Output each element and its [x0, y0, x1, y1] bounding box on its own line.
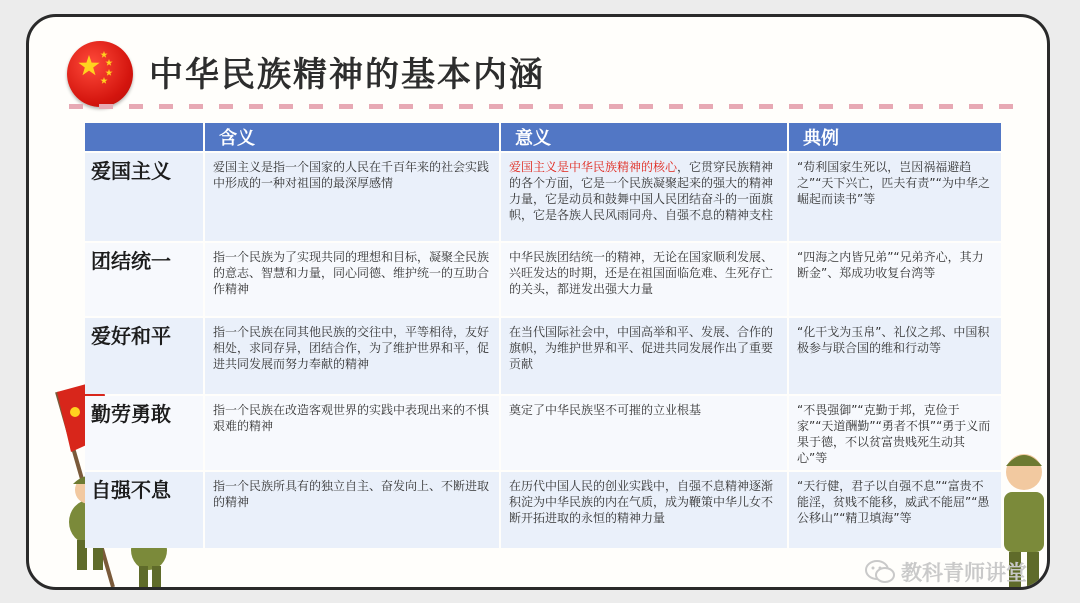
- row-example: “苟利国家生死以，岂因祸福避趋之”“天下兴亡，匹夫有责”“为中华之崛起而读书”等: [789, 153, 1001, 241]
- table-row: [85, 396, 1001, 470]
- row-term: 爱国主义: [85, 153, 203, 241]
- row-meaning: 指一个民族在改造客观世界的实践中表现出来的不惧艰难的精神: [205, 396, 499, 470]
- header-example: 典例: [789, 123, 1001, 151]
- row-meaning: 指一个民族在同其他民族的交往中，平等相待，友好相处，求同存异，团结合作，为了维护世界和平，促进共同发展而努力奉献的精神: [205, 318, 499, 394]
- row-example: “化干戈为玉帛”、礼仪之邦、中国积极参与联合国的维和行动等: [789, 318, 1001, 394]
- row-significance: 奠定了中华民族坚不可摧的立业根基: [501, 396, 787, 470]
- row-example: “不畏强御”“克勤于邦，克俭于家”“天道酬勤”“勇者不惧”“勇于义而果于德，不以贫富贵贱死生动其心”等: [789, 396, 1001, 470]
- row-significance: 中华民族团结统一的精神，无论在国家顺利发展、兴旺发达的时期，还是在祖国面临危难、生死存亡的关头，都迸发出强大力量: [501, 243, 787, 316]
- table-row: [85, 243, 1001, 316]
- table-row: [85, 472, 1001, 548]
- watermark: [865, 557, 1027, 587]
- header-significance: 意义: [501, 123, 787, 151]
- row-meaning: 指一个民族为了实现共同的理想和目标，凝聚全民族的意志、智慧和力量，同心同德、维护统一的互助合作精神: [205, 243, 499, 316]
- slide: [26, 14, 1050, 590]
- wechat-icon: [865, 560, 895, 584]
- china-flag-ball-icon: [67, 41, 133, 107]
- row-significance: [501, 153, 787, 241]
- row-term: 团结统一: [85, 243, 203, 316]
- significance-text: ，它贯穿民族精神的各个方面，它是一个民族凝聚起来的强大的精神力量，它是动员和鼓舞中国人民团结奋斗的一面旗帜，它是各族人民风雨同舟、自强不息的精神支柱: [509, 160, 774, 222]
- significance-highlight: 爱国主义是中华民族精神的核心: [509, 160, 678, 174]
- row-significance: 在历代中国人民的创业实践中，自强不息精神逐渐积淀为中华民族的内在气质，成为鞭策中华儿女不断开拓进取的永恒的精神力量: [501, 472, 787, 548]
- page-title: 中华民族精神的基本内涵: [149, 55, 545, 95]
- row-term: 勤劳勇敢: [85, 396, 203, 470]
- watermark-text: 教科青师讲堂: [901, 561, 1027, 585]
- row-term: 爱好和平: [85, 318, 203, 394]
- row-meaning: 指一个民族所具有的独立自主、奋发向上、不断进取的精神: [205, 472, 499, 548]
- row-example: “四海之内皆兄弟”“兄弟齐心，其力断金”、郑成功收复台湾等: [789, 243, 1001, 316]
- row-term: 自强不息: [85, 472, 203, 548]
- header-term: [85, 123, 203, 151]
- table-header-row: [85, 123, 1001, 151]
- table-row: [85, 153, 1001, 241]
- row-example: “天行健，君子以自强不息”“富贵不能淫，贫贱不能移，威武不能屈”“愚公移山”“精卫填海”等: [789, 472, 1001, 548]
- table-row: [85, 318, 1001, 394]
- title-divider: [69, 104, 1024, 109]
- row-significance: 在当代国际社会中，中国高举和平、发展、合作的旗帜，为维护世界和平、促进共同发展作出了重要贡献: [501, 318, 787, 394]
- header-meaning: 含义: [205, 123, 499, 151]
- row-meaning: 爱国主义是指一个国家的人民在千百年来的社会实践中形成的一种对祖国的最深厚感情: [205, 153, 499, 241]
- spirit-table: [83, 121, 1003, 550]
